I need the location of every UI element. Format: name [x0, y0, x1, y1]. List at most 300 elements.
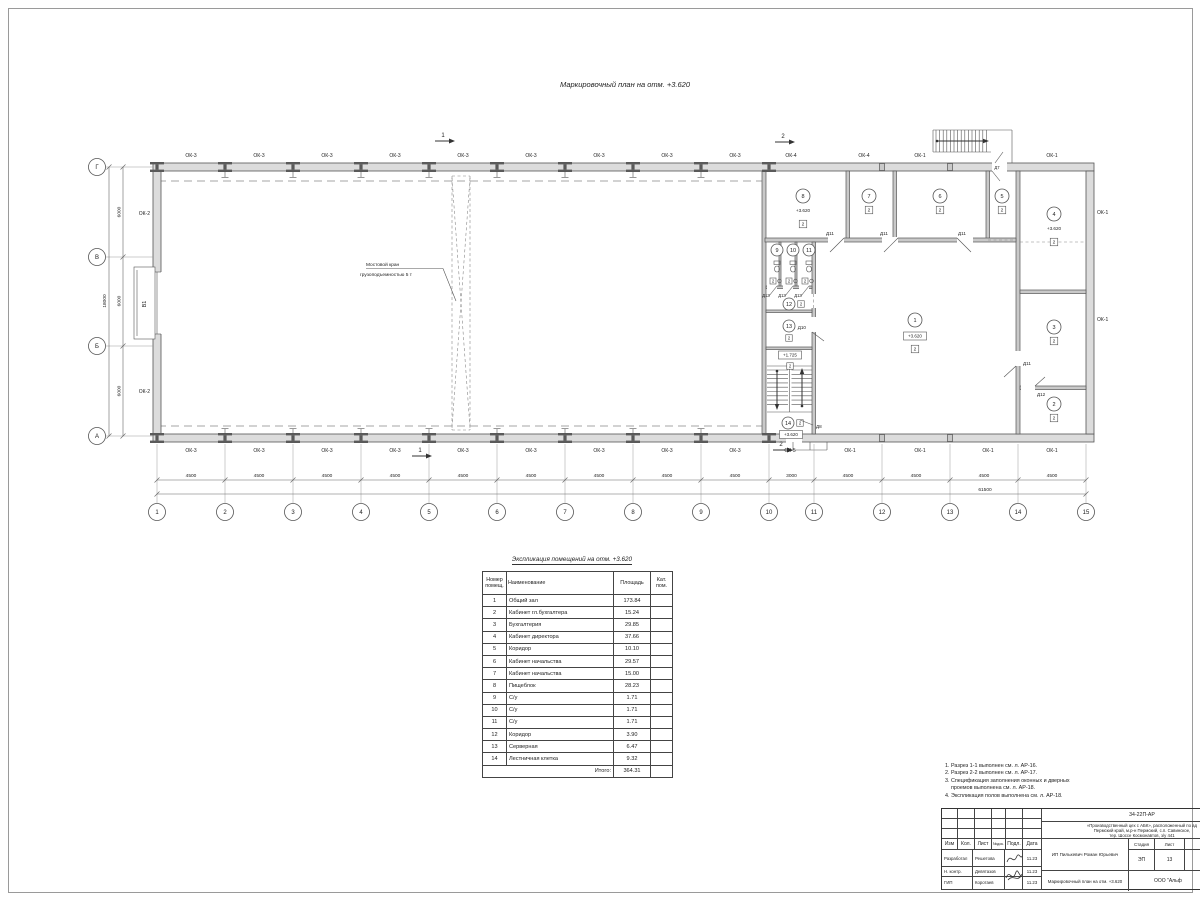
- table-row: [483, 619, 673, 631]
- dim-label: 4500: [185, 474, 197, 479]
- grid-number: 1: [155, 510, 159, 517]
- door-label: Д13: [778, 293, 786, 298]
- pilaster: [948, 435, 953, 442]
- window-label: ОК-3: [525, 153, 537, 159]
- table-cell: [651, 741, 673, 753]
- category-label: 2: [798, 420, 802, 426]
- window-label: ОК-3: [593, 153, 605, 159]
- pilaster: [948, 164, 953, 171]
- window-label: ОК-3: [321, 153, 333, 159]
- table-cell: 6.47: [614, 741, 651, 753]
- pilaster: [880, 435, 885, 442]
- grid-number: 6: [495, 510, 499, 517]
- column-ibeam: [291, 164, 294, 169]
- plan-circle: [776, 370, 779, 373]
- table-cell: [651, 716, 673, 728]
- table-cell: [651, 668, 673, 680]
- col-izm: Изм: [942, 839, 958, 850]
- rev-cell: [975, 829, 992, 839]
- window-label: ОК-2: [138, 389, 150, 395]
- table-cell: 1.71: [614, 716, 651, 728]
- rev-cell: [1006, 819, 1023, 829]
- grid-number: 14: [1014, 510, 1022, 517]
- dim-total-label: 18000: [103, 294, 108, 308]
- section-arrow: [449, 139, 455, 144]
- table-cell: [651, 595, 673, 607]
- column-ibeam: [563, 435, 566, 440]
- grid-number: 13: [946, 510, 954, 517]
- plan-title: Маркировочный план на отм. +3.620: [559, 80, 690, 89]
- table-row: [483, 595, 673, 607]
- dim-label: 6000: [117, 385, 123, 397]
- crane-bridge: [452, 178, 470, 428]
- role-developer: Разработал: [942, 850, 973, 867]
- door-opening: [783, 285, 793, 290]
- column-ibeam: [558, 162, 572, 164]
- table-cell: 14: [483, 753, 507, 765]
- dim-label: 4500: [321, 474, 333, 479]
- door-opening: [799, 285, 809, 290]
- window-label: ОК-1: [1097, 210, 1109, 216]
- col-ndok: №док.: [992, 839, 1006, 850]
- table-cell: 5: [483, 643, 507, 655]
- table-cell: [651, 692, 673, 704]
- note-line: 4. Экспликация полов выполнена см. л. АР-18.: [945, 792, 1063, 799]
- room-number: 5: [1000, 194, 1004, 200]
- table-cell: [651, 643, 673, 655]
- sheet-label: Лист: [1155, 839, 1185, 850]
- window-label: ОК-1: [914, 448, 926, 454]
- date-developer: 11.23: [1023, 850, 1042, 867]
- door-label: Д10: [797, 325, 806, 330]
- gate-label: В1: [142, 300, 148, 308]
- room-number: 14: [784, 421, 792, 427]
- column-ibeam: [155, 435, 158, 440]
- col-kol: Кол.: [958, 839, 975, 850]
- section-arrow: [789, 140, 795, 145]
- dim-label: 4500: [661, 474, 673, 479]
- grid-letter: Г: [95, 165, 99, 172]
- table-cell: Бухгалтерия: [507, 619, 614, 631]
- table-row: [483, 607, 673, 619]
- window-label: ОК-3: [185, 448, 197, 454]
- window-label: ОК-3: [661, 448, 673, 454]
- dim-label: 4500: [253, 474, 265, 479]
- pilaster: [880, 164, 885, 171]
- interior-wall: [762, 171, 766, 434]
- table-cell: С/у: [507, 716, 614, 728]
- window-label: ОК-3: [457, 448, 469, 454]
- date-ncontr: 11.23: [1023, 867, 1042, 877]
- note-line: 3. Спецификация заполнения оконных и дверных: [945, 777, 1070, 784]
- stage-value: ЭП: [1129, 850, 1155, 871]
- dim-total-label: 61500: [978, 488, 992, 493]
- column-ibeam: [563, 164, 566, 169]
- interior-wall: [1016, 171, 1020, 434]
- window-label: ОК-3: [661, 153, 673, 159]
- dim-label: 4500: [910, 474, 922, 479]
- level-mark: +1.725: [783, 352, 797, 358]
- column-ibeam: [762, 441, 776, 443]
- category-label: 2: [938, 208, 942, 214]
- window-label: ОК-4: [785, 153, 797, 159]
- door-opening: [767, 285, 777, 290]
- dim-label: 4500: [729, 474, 741, 479]
- table-cell: 173.84: [614, 595, 651, 607]
- project-line: «Производственный цех с АБК», расположенный по ад: [1086, 823, 1198, 828]
- window-label: ОК-1: [1097, 317, 1109, 323]
- category-label: 2: [771, 278, 775, 284]
- sheets-label: [1185, 839, 1200, 850]
- window-label: ОК-1: [1046, 153, 1058, 159]
- window-label: ОК-1: [844, 448, 856, 454]
- doc-title: Маркировочный план на отм. +3.620: [1042, 871, 1129, 891]
- column-ibeam: [767, 435, 770, 440]
- window-label: ОК-1: [914, 153, 926, 159]
- grid-letter: А: [94, 434, 100, 441]
- category-label: 2: [867, 208, 871, 214]
- table-cell: 29.57: [614, 655, 651, 667]
- table-cell: [651, 680, 673, 692]
- rev-cell: [975, 819, 992, 829]
- total-cat-cell: [651, 765, 673, 777]
- client-name: ИП Пилькевич Роман Юрьевич: [1042, 839, 1129, 871]
- grid-number: 4: [359, 510, 363, 517]
- grid-number: 7: [563, 510, 567, 517]
- table-cell: Пищеблок: [507, 680, 614, 692]
- column-ibeam: [699, 435, 702, 440]
- column-ibeam: [422, 162, 436, 164]
- door-label: Д13: [762, 293, 770, 298]
- column-ibeam: [694, 162, 708, 164]
- rev-cell: [992, 829, 1006, 839]
- col-header-area: Площадь: [614, 572, 651, 595]
- level-mark: +3.620: [908, 333, 922, 339]
- note-line: проемов выполнена см. л. АР-18.: [945, 785, 1036, 792]
- table-row: [483, 704, 673, 716]
- window-label: ОК-3: [729, 448, 741, 454]
- col-list: Лист: [975, 839, 992, 850]
- table-cell: 2: [483, 607, 507, 619]
- door-opening: [1021, 385, 1035, 391]
- door-label: Д13: [794, 293, 802, 298]
- rev-cell: [1023, 809, 1042, 819]
- column-ibeam: [762, 162, 776, 164]
- leader: [443, 269, 456, 302]
- interior-wall: [766, 347, 812, 350]
- window-label: ОК-3: [389, 448, 401, 454]
- rev-cell: [1023, 819, 1042, 829]
- column-ibeam: [286, 162, 300, 164]
- signature-scribble: [1005, 850, 1023, 890]
- column-ibeam: [218, 162, 232, 164]
- level-mark: +3.620: [1046, 226, 1062, 231]
- column-ibeam: [291, 435, 294, 440]
- table-row: [483, 668, 673, 680]
- interior-wall: [1020, 290, 1086, 294]
- column-ibeam: [359, 435, 362, 440]
- rev-cell: [975, 809, 992, 819]
- table-cell: Кабинет гл.бухгалтера: [507, 607, 614, 619]
- table-cell: 12: [483, 729, 507, 741]
- column-ibeam: [631, 164, 634, 169]
- column-ibeam: [150, 433, 164, 435]
- category-label: 2: [799, 301, 803, 307]
- table-cell: 28.23: [614, 680, 651, 692]
- door-opening: [811, 294, 817, 308]
- door-opening: [1015, 351, 1021, 366]
- table-cell: 8: [483, 680, 507, 692]
- table-row: [483, 729, 673, 741]
- window-label: ОК-3: [185, 153, 197, 159]
- grid-number: 2: [223, 510, 227, 517]
- room-number: 13: [785, 324, 793, 330]
- rev-cell: [942, 819, 958, 829]
- col-header-name: Наименование: [507, 572, 614, 595]
- table-cell: Общий зал: [507, 595, 614, 607]
- stair-arrowhead: [775, 404, 779, 410]
- rev-cell: [1006, 809, 1023, 819]
- column-ibeam: [762, 170, 776, 172]
- window-label: ОК-3: [253, 153, 265, 159]
- table-cell: Кабинет начальства: [507, 655, 614, 667]
- plan-circle: [801, 405, 804, 408]
- name-ncontr: Девятазов: [973, 867, 1005, 877]
- window-label: ОК-3: [457, 153, 469, 159]
- category-label: 2: [787, 278, 791, 284]
- dim-label: 4500: [1046, 474, 1058, 479]
- column-ibeam: [150, 170, 164, 172]
- category-label: 2: [1052, 339, 1056, 345]
- grid-letter: В: [94, 255, 100, 262]
- room-number: 1: [913, 318, 917, 324]
- table-cell: [651, 704, 673, 716]
- column-ibeam: [495, 164, 498, 169]
- table-cell: 9.32: [614, 753, 651, 765]
- column-ibeam: [427, 435, 430, 440]
- table-cell: С/у: [507, 704, 614, 716]
- project-line: Пермский край, м.р-н Пермский, с.п. Савинское,: [1093, 828, 1191, 834]
- window-label: ОК-3: [389, 153, 401, 159]
- category-label: 2: [1052, 416, 1056, 422]
- rev-cell: [1006, 829, 1023, 839]
- column-ibeam: [427, 164, 430, 169]
- role-ncontr: Н. контр.: [942, 867, 973, 877]
- total-label: Итого:: [483, 765, 614, 777]
- section-mark: 1: [418, 448, 422, 454]
- table-cell: Коридор: [507, 729, 614, 741]
- level-mark: +3.620: [795, 208, 811, 213]
- col-podl: Подл.: [1006, 839, 1023, 850]
- section-mark: 1: [441, 133, 445, 139]
- column-ibeam: [767, 164, 770, 169]
- dim-label: 6000: [117, 206, 123, 218]
- dim-label: 4500: [457, 474, 469, 479]
- rev-cell: [958, 829, 975, 839]
- stair-arrowhead: [983, 139, 989, 143]
- company-name: ООО "Альф: [1154, 878, 1182, 884]
- drawing-notes: [945, 763, 1070, 800]
- table-cell: Лестничная клетка: [507, 753, 614, 765]
- column-ibeam: [150, 441, 164, 443]
- window-label: ОК-1: [982, 448, 994, 454]
- table-cell: 1.71: [614, 692, 651, 704]
- table-cell: [651, 729, 673, 741]
- column-ibeam: [223, 164, 226, 169]
- table-cell: Коридор: [507, 643, 614, 655]
- window-label: ОК-5: [784, 448, 796, 454]
- table-cell: [651, 631, 673, 643]
- table-cell: 15.00: [614, 668, 651, 680]
- door-leaf: [992, 171, 1000, 181]
- sheets-value: [1185, 850, 1200, 871]
- project-line: тер. Шоссе Космонавтов, з/у 441: [1109, 833, 1175, 839]
- column-ibeam: [495, 435, 498, 440]
- table-cell: 11: [483, 716, 507, 728]
- rev-cell: [942, 809, 958, 819]
- plan-line: [995, 152, 1003, 163]
- table-cell: [651, 619, 673, 631]
- interior-wall: [986, 171, 990, 240]
- dim-label: 4500: [593, 474, 605, 479]
- dim-label: 4500: [978, 474, 990, 479]
- rev-cell: [992, 819, 1006, 829]
- room-explication: [482, 556, 668, 778]
- column-ibeam: [286, 441, 300, 443]
- door-opening: [811, 317, 817, 332]
- rev-cell: [958, 809, 975, 819]
- table-cell: С/у: [507, 692, 614, 704]
- grid-number: 8: [631, 510, 635, 517]
- interior-wall: [893, 171, 897, 240]
- category-label: 2: [788, 363, 792, 369]
- stage-label: Стадия: [1129, 839, 1155, 850]
- interior-wall: [846, 171, 850, 240]
- table-cell: 13: [483, 741, 507, 753]
- grid-number: 11: [810, 510, 818, 517]
- table-cell: 7: [483, 668, 507, 680]
- column-ibeam: [218, 441, 232, 443]
- room-number: 3: [1052, 325, 1056, 331]
- sheet-number: 13: [1155, 850, 1185, 871]
- category-label: 2: [1000, 208, 1004, 214]
- room-number: 9: [775, 248, 779, 254]
- grid-number: 12: [878, 510, 886, 517]
- column-ibeam: [354, 441, 368, 443]
- column-ibeam: [354, 162, 368, 164]
- table-cell: 1: [483, 595, 507, 607]
- interior-wall: [812, 242, 816, 434]
- table-cell: 3: [483, 619, 507, 631]
- column-ibeam: [558, 441, 572, 443]
- col-header-cat: Кат. пом.: [651, 572, 673, 595]
- column-ibeam: [490, 441, 504, 443]
- column-ibeam: [694, 441, 708, 443]
- column-ibeam: [631, 435, 634, 440]
- title-block: [941, 808, 1200, 890]
- table-row: [483, 631, 673, 643]
- door-label: Д12: [1037, 392, 1046, 397]
- column-ibeam: [762, 433, 776, 435]
- note-line: 1. Разрез 1-1 выполнен см. л. АР-16.: [945, 763, 1038, 769]
- column-ibeam: [155, 164, 158, 169]
- explication-table: [482, 571, 673, 778]
- door-label: Д7: [994, 165, 1000, 170]
- room-number: 8: [801, 194, 805, 200]
- table-cell: 6: [483, 655, 507, 667]
- category-label: 2: [913, 347, 917, 353]
- room-number: 7: [867, 194, 871, 200]
- category-label: 2: [787, 335, 791, 341]
- window-label: ОК-3: [593, 448, 605, 454]
- window-label: ОК-1: [1046, 448, 1058, 454]
- column-ibeam: [490, 162, 504, 164]
- table-cell: 10.10: [614, 643, 651, 655]
- room-number: 10: [789, 248, 797, 254]
- total-row: [483, 765, 673, 777]
- column-ibeam: [626, 441, 640, 443]
- crane-note: Мостовой кран: [366, 263, 400, 268]
- rev-cell: [992, 809, 1006, 819]
- dim-label: 4500: [389, 474, 401, 479]
- toilet: [807, 266, 812, 272]
- table-cell: 3.90: [614, 729, 651, 741]
- section-mark: 2: [779, 442, 783, 448]
- name-developer: Решетова: [973, 850, 1005, 867]
- window-label: ОК-3: [321, 448, 333, 454]
- table-cell: 37.66: [614, 631, 651, 643]
- table-cell: [651, 753, 673, 765]
- category-label: 2: [801, 222, 805, 228]
- table-cell: [651, 655, 673, 667]
- crane-note: грузоподъемностью 5 т: [360, 273, 412, 278]
- column-ibeam: [422, 441, 436, 443]
- table-row: [483, 655, 673, 667]
- toilet: [806, 261, 812, 265]
- column-ibeam: [359, 164, 362, 169]
- room-number: 11: [806, 248, 812, 254]
- note-line: 2. Разрез 2-2 выполнен см. л. АР-17.: [945, 770, 1038, 777]
- stair-arrowhead: [800, 368, 804, 374]
- grid-number: 10: [765, 510, 773, 517]
- door-leaf: [1004, 366, 1016, 377]
- window-label: ОК-3: [525, 448, 537, 454]
- window-label: ОК-2: [138, 211, 150, 217]
- room-number: 6: [938, 194, 942, 200]
- crane-bridge: [452, 178, 470, 428]
- doc-code: 34-22П-АР: [1042, 809, 1200, 822]
- grid-number: 3: [291, 510, 295, 517]
- window-label: ОК-3: [729, 153, 741, 159]
- grid-number: 5: [427, 510, 431, 517]
- door-label: Д11: [1023, 361, 1031, 366]
- category-label: 2: [803, 278, 807, 284]
- table-row: [483, 716, 673, 728]
- date-gip: 11.23: [1023, 877, 1042, 890]
- grid-letter: Б: [95, 344, 99, 351]
- table-row: [483, 680, 673, 692]
- door-label: Д11: [880, 231, 888, 236]
- category-label: 2: [1052, 240, 1056, 246]
- explication-title: Экспликация помещений на отм. +3.620: [511, 556, 633, 563]
- table-cell: [651, 607, 673, 619]
- rev-cell: [958, 819, 975, 829]
- level-mark: +3.620: [784, 432, 798, 438]
- table-cell: 29.85: [614, 619, 651, 631]
- rev-cell: [942, 829, 958, 839]
- column-ibeam: [626, 162, 640, 164]
- rev-cell: [1023, 829, 1042, 839]
